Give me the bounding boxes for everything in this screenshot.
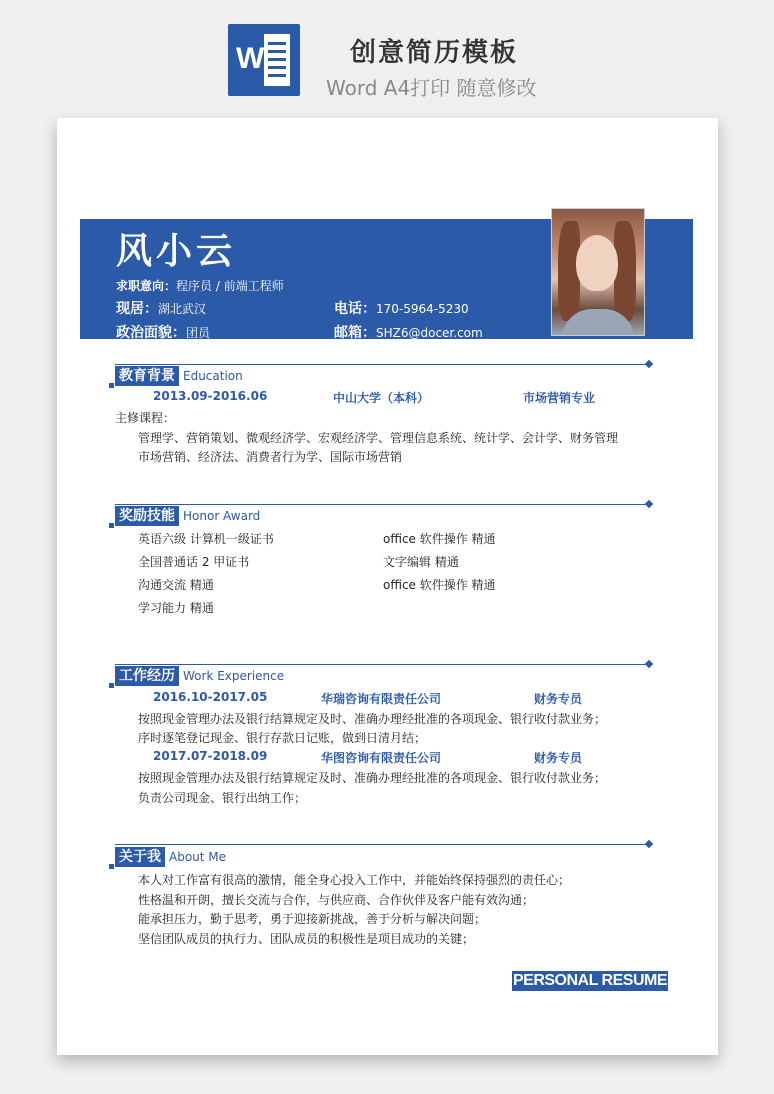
resume-page xyxy=(57,118,718,1055)
job-duty: 按照现金管理办法及银行结算规定及时、准确办理经批准的各项现金、银行收付款业务； xyxy=(138,712,607,726)
phone xyxy=(334,298,469,318)
skills-heading xyxy=(115,506,260,526)
about-line: 能承担压力，勤于思考，勇于迎接新挑战，善于分析与解决问题； xyxy=(138,912,487,926)
job-intent xyxy=(116,277,284,294)
location-label: 现居： xyxy=(116,301,158,317)
education-title: 教育背景 xyxy=(115,366,179,386)
courses-label: 主修课程： xyxy=(115,411,176,425)
skill-item: office 软件操作 精通 xyxy=(383,532,496,546)
skill-item: 沟通交流 精通 xyxy=(138,578,214,592)
work-heading xyxy=(115,666,284,686)
about-title-en: About Me xyxy=(169,850,227,864)
job-company: 华图咨询有限责任公司 xyxy=(321,751,442,765)
about-line: 性格温和开朗，擅长交流与合作，与供应商、合作伙伴及客户能有效沟通； xyxy=(138,893,535,907)
email xyxy=(334,322,483,342)
word-icon xyxy=(228,24,300,96)
email-label: 邮箱： xyxy=(334,325,376,341)
job-company: 华瑞咨询有限责任公司 xyxy=(321,692,442,706)
skill-item: 学习能力 精通 xyxy=(138,601,214,615)
skill-item: 文字编辑 精通 xyxy=(383,555,459,569)
political-label: 政治面貌： xyxy=(116,325,186,341)
skill-item: 英语六级 计算机一级证书 xyxy=(138,532,274,546)
work-divider xyxy=(115,664,649,665)
education-divider xyxy=(115,364,649,365)
phone-label: 电话： xyxy=(334,301,376,317)
job-role: 财务专员 xyxy=(534,751,583,765)
job-duty: 序时逐笔登记现金、银行存款日记账，做到日清月结； xyxy=(138,731,427,745)
job-intent-label: 求职意向： xyxy=(116,279,177,293)
skills-title-en: Honor Award xyxy=(183,509,261,523)
job-duty: 负责公司现金、银行出纳工作； xyxy=(138,791,307,805)
about-line: 本人对工作富有很高的激情，能全身心投入工作中，并能始终保持强烈的责任心； xyxy=(138,873,571,887)
about-line: 坚信团队成员的执行力、团队成员的积极性是项目成功的关键； xyxy=(138,932,475,946)
email-value: SHZ6@docer.com xyxy=(376,326,483,340)
about-title: 关于我 xyxy=(115,847,165,867)
skill-item: office 软件操作 精通 xyxy=(383,578,496,592)
personal-resume-badge: PERSONAL RESUME xyxy=(512,972,667,989)
profile-photo xyxy=(551,208,645,336)
job-role: 财务专员 xyxy=(534,692,583,706)
skills-divider xyxy=(115,504,649,505)
education-title-en: Education xyxy=(183,369,243,383)
phone-value: 170-5964-5230 xyxy=(376,302,469,316)
job-period: 2017.07-2018.09 xyxy=(153,749,268,763)
political-value: 团员 xyxy=(186,326,211,340)
job-duty: 按照现金管理办法及银行结算规定及时、准确办理经批准的各项现金、银行收付款业务； xyxy=(138,771,607,785)
education-heading xyxy=(115,366,243,386)
job-intent-value: 程序员 / 前端工程师 xyxy=(176,279,284,293)
education-major: 市场营销专业 xyxy=(523,391,596,405)
education-period: 2013.09-2016.06 xyxy=(153,389,268,403)
education-school: 中山大学（本科） xyxy=(333,391,430,405)
candidate-name: 风小云 xyxy=(116,231,237,272)
courses-line-1: 管理学、营销策划、微观经济学、宏观经济学、管理信息系统、统计学、会计学、财务管理 xyxy=(138,431,619,445)
location xyxy=(116,298,206,318)
template-title: 创意简历模板 xyxy=(350,38,519,68)
document-page-icon xyxy=(264,34,290,86)
courses-line-2: 市场营销、经济法、消费者行为学、国际市场营销 xyxy=(138,450,403,464)
skills-title: 奖励技能 xyxy=(115,506,179,526)
skill-item: 全国普通话 2 甲证书 xyxy=(138,555,250,569)
political-status xyxy=(116,322,210,342)
work-title-en: Work Experience xyxy=(183,669,285,683)
job-period: 2016.10-2017.05 xyxy=(153,690,268,704)
word-icon-letter: W xyxy=(236,42,265,75)
template-subtitle: Word A4打印 随意修改 xyxy=(326,76,537,100)
work-title: 工作经历 xyxy=(115,666,179,686)
about-heading xyxy=(115,847,226,867)
location-value: 湖北武汉 xyxy=(158,302,207,316)
about-divider xyxy=(115,844,649,845)
